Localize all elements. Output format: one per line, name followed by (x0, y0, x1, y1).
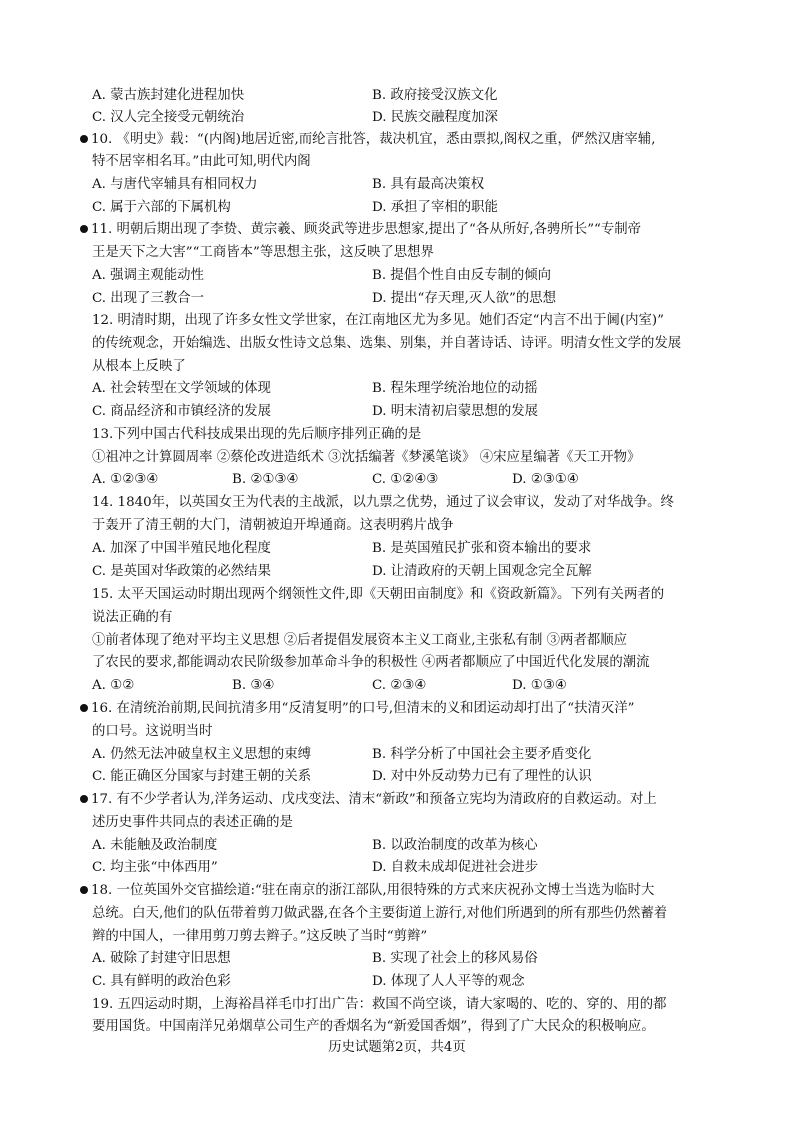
q13-stem-line1: 13.下列中国古代科技成果出现的先后顺序排列正确的是 (92, 427, 422, 442)
q16-option-d: D. 对中外反动势力已有了理性的认识 (372, 769, 592, 784)
q16-text-1: 16. 在清统治前期,民间抗清多用“反清复明”的口号,但清末的义和团运动却打出了“扶清灭洋” (91, 701, 635, 716)
q11-option-b: B. 提倡个性自由反专制的倾向 (372, 268, 552, 283)
q10-stem-line1 (80, 129, 655, 151)
q16-stem-line2: 的口号。这说明当时 (92, 724, 213, 739)
q9-option-d: D. 民族交融程度加深 (372, 110, 498, 125)
q18-option-d: D. 体现了人人平等的观念 (372, 974, 525, 989)
q17-option-b: B. 以政治制度的改革为核心 (372, 838, 538, 853)
q18-stem-line2: 总统。白天,他们的队伍带着剪刀做武器,在各个主要街道上游行,对他们所遇到的所有那些仍然蓄着 (92, 906, 668, 921)
q13-options (92, 469, 652, 491)
q10-option-b: B. 具有最高决策权 (372, 177, 485, 192)
q14-option-a: A. 加深了中国半殖民地化程度 (92, 541, 271, 556)
q12-option-c: C. 商品经济和市镇经济的发展 (92, 404, 271, 419)
q15-option-b: B. ③④ (232, 678, 275, 693)
q10-text-1: 10. 《明史》载：“(内阁)地居近密,而纶言批答，裁决机宜，悉由票拟,阁权之重，俨然汉唐宰辅, (91, 132, 656, 147)
q18-option-b: B. 实现了社会上的移风易俗 (372, 951, 538, 966)
q17-option-a: A. 未能触及政治制度 (92, 838, 218, 853)
q11-option-d: D. 提出“存天理,灭人欲”的思想 (372, 291, 557, 306)
bullet-icon (80, 886, 88, 894)
q11-text-1: 11. 明朝后期出现了李贽、黄宗羲、顾炎武等进步思想家,提出了“各从所好,各骋所长”“专制帝 (91, 222, 642, 237)
q15-stem-line3: ①前者体现了绝对平均主义思想 ②后者提倡发展资本主义工商业,主张私有制 ③两者都顺应 (92, 633, 628, 648)
q12-option-b: B. 程朱理学统治地位的动摇 (372, 381, 538, 396)
q17-option-d: D. 自救未成却促进社会进步 (372, 860, 539, 875)
q12-stem-line2: 的传统观念，开始编选、出版女性诗文总集、选集、别集，并自著诗话、诗评。明清女性文学的发展 (92, 336, 682, 351)
q18-stem-line3: 辫的中国人，一律用剪刀剪去辫子。”这反映了当时“剪辫” (92, 929, 428, 944)
q18-option-a: A. 破除了封建守旧思想 (92, 951, 231, 966)
q12-stem-line3: 从根本上反映了 (92, 359, 186, 374)
q18-stem-line1 (80, 880, 654, 902)
q19-stem-line1: 19. 五四运动时期，上海裕昌祥毛巾打出广告：救国不尚空谈，请大家喝的、吃的、穿的、用的都 (92, 997, 667, 1012)
q9-option-a: A. 蒙古族封建化进程加快 (92, 88, 245, 103)
q14-stem-line2: 于轰开了清王朝的大门，清朝被迫开埠通商。这表明鸦片战争 (92, 518, 454, 533)
q19-stem-line2: 要用国货。中国南洋兄弟烟草公司生产的香烟名为“新爱国香烟”，得到了广大民众的积极响应。 (92, 1019, 655, 1034)
q14-option-c: C. 是英国对华政策的必然结果 (92, 564, 271, 579)
q11-option-a: A. 强调主观能动性 (92, 268, 204, 283)
q11-stem-line1 (80, 219, 641, 241)
q15-stem-line4: 了农民的要求,都能调动农民阶级参加革命斗争的积极性 ④两者都顺应了中国近代化发展的潮流 (92, 655, 650, 670)
q14-stem-line1: 14. 1840年，以英国女王为代表的主战派，以九票之优势，通过了议会审议，发动了对华战争。终 (92, 495, 674, 510)
q11-option-c: C. 出现了三教合一 (92, 291, 205, 306)
q18-text-1: 18. 一位英国外交官描绘道:“驻在南京的浙江部队,用很特殊的方式来庆祝孙文博士当选为临时大 (91, 883, 655, 898)
q14-option-b: B. 是英国殖民扩张和资本输出的要求 (372, 541, 592, 556)
q15-stem-line2: 说法正确的有 (92, 610, 173, 625)
q17-text-1: 17. 有不少学者认为,洋务运动、戊戌变法、清末“新政”和预备立宪均为清政府的自救运动。对上 (91, 792, 657, 807)
q12-option-a: A. 社会转型在文学领域的体现 (92, 381, 271, 396)
q17-option-c: C. 均主张“中体西用” (92, 860, 218, 875)
q15-stem-line1: 15. 太平天国运动时期出现两个纲领性文件,即《天朝田亩制度》和《资政新篇》。下列有关两者的 (92, 587, 665, 602)
q12-stem-line1: 12. 明清时期，出现了许多女性文学世家，在江南地区尤为多见。她们否定“内言不出于阃(内室)” (92, 313, 664, 328)
q13-option-c: C. ①②④③ (372, 472, 439, 487)
q16-option-c: C. 能正确区分国家与封建王朝的关系 (92, 769, 312, 784)
q10-option-a: A. 与唐代宰辅具有相同权力 (92, 177, 258, 192)
bullet-icon (80, 225, 88, 233)
q15-options (92, 675, 652, 697)
q15-option-d: D. ①③④ (512, 678, 567, 693)
q17-stem-line2: 述历史事件共同点的表述正确的是 (92, 815, 293, 830)
q13-option-d: D. ②③①④ (512, 472, 579, 487)
q10-option-c: C. 属于六部的下属机构 (92, 200, 231, 215)
q13-option-a: A. ①②③④ (92, 472, 159, 487)
q16-option-a: A. 仍然无法冲破皇权主义思想的束缚 (92, 747, 312, 762)
q13-option-b: B. ②①③④ (232, 472, 299, 487)
q17-stem-line1 (80, 789, 657, 811)
q15-option-a: A. ①② (92, 678, 135, 693)
q16-stem-line1 (80, 698, 635, 720)
q10-stem-line2: 特不居宰相名耳。”由此可知,明代内阁 (92, 154, 311, 169)
q14-option-d: D. 让清政府的天朝上国观念完全瓦解 (372, 564, 592, 579)
q11-stem-line2: 王是天下之大害”“工商皆本”等思想主张，这反映了思想界 (92, 245, 434, 260)
q9-option-b: B. 政府接受汉族文化 (372, 88, 498, 103)
q16-option-b: B. 科学分析了中国社会主要矛盾变化 (372, 747, 592, 762)
q18-option-c: C. 具有鲜明的政治色彩 (92, 974, 231, 989)
q9-option-c: C. 汉人完全接受元朝统治 (92, 110, 245, 125)
q15-option-c: C. ②③④ (372, 678, 427, 693)
q10-option-d: D. 承担了宰相的职能 (372, 200, 498, 215)
bullet-icon (80, 795, 88, 803)
page-footer: 历史试题第2页，共4页 (328, 1040, 466, 1055)
q13-stem-line2: ①祖冲之计算圆周率 ②蔡伦改进造纸术 ③沈括编著《梦溪笔谈》 ④宋应星编著《天工开物》 (92, 450, 641, 465)
q12-option-d: D. 明末清初启蒙思想的发展 (372, 404, 539, 419)
bullet-icon (80, 135, 88, 143)
bullet-icon (80, 704, 88, 712)
